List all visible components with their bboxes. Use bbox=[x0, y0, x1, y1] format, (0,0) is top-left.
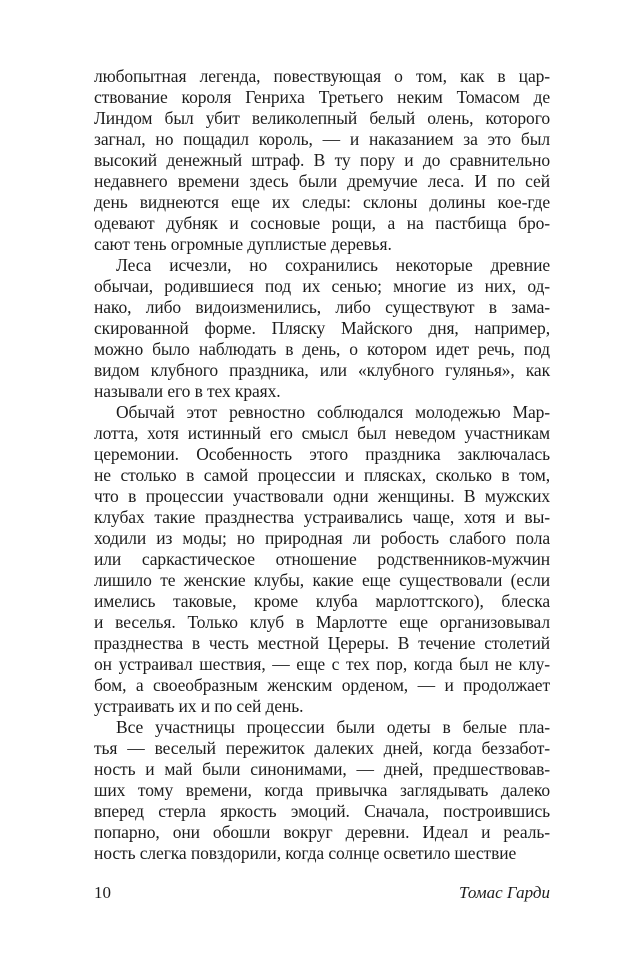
running-author: Томас Гарди bbox=[459, 883, 550, 902]
text-line: лишило те женские клубы, какие еще существовали (если bbox=[94, 570, 550, 590]
text-line: загнал, но пощадил король, — и наказанием за это был bbox=[94, 129, 550, 149]
text-line: празднества в честь местной Цереры. В течение столетий bbox=[94, 633, 550, 653]
text-line: Леса исчезли, но сохранились некоторые древние bbox=[116, 255, 550, 275]
text-line: Все участницы процессии были одеты в белые пла- bbox=[116, 717, 550, 737]
text-line: высокий денежный штраф. В ту пору и до сравнительно bbox=[94, 150, 550, 170]
paragraph bbox=[94, 402, 550, 717]
text-line: ность и май были синонимами, — дней, предшествовав- bbox=[94, 759, 550, 779]
text-line: день виднеются еще их следы: склоны долины кое-где bbox=[94, 192, 550, 212]
paragraph bbox=[94, 255, 550, 402]
text-line: сают тень огромные дуплистые деревья. bbox=[94, 234, 392, 254]
text-line: нако, либо видоизменились, либо существуют в зама- bbox=[94, 297, 550, 317]
text-line: что в процессии участвовали одни женщины. В мужских bbox=[94, 486, 550, 506]
text-line: скированной форме. Пляску Майского дня, например, bbox=[94, 318, 550, 338]
text-line: имелись таковые, кроме клуба марлоттского), блеска bbox=[94, 591, 550, 611]
text-line: ность слегка повздорили, когда солнце осветило шествие bbox=[94, 843, 517, 863]
text-line: ствование короля Генриха Третьего неким Томасом де bbox=[94, 87, 550, 107]
paragraph bbox=[94, 66, 550, 255]
text-line: и веселья. Только клуб в Марлотте еще организовывал bbox=[94, 612, 550, 632]
text-line: церемонии. Особенность этого праздника заключалась bbox=[94, 444, 550, 464]
paragraph bbox=[94, 717, 550, 864]
page-footer bbox=[94, 882, 550, 903]
text-line: Линдом был убит великолепный белый олень, которого bbox=[94, 108, 550, 128]
text-line: попарно, они обошли вокруг деревни. Идеал и реаль- bbox=[94, 822, 550, 842]
text-line: или саркастическое отношение родственников-мужчин bbox=[94, 549, 550, 569]
text-line: ших тому времени, когда привычка заглядывать далеко bbox=[94, 780, 550, 800]
text-line: можно было наблюдать в день, о котором идет речь, под bbox=[94, 339, 550, 359]
text-line: видом клубного праздника, или «клубного гулянья», как bbox=[94, 360, 550, 380]
text-line: называли его в тех краях. bbox=[94, 381, 281, 401]
text-line: одевают дубняк и сосновые рощи, а на пастбища бро- bbox=[94, 213, 550, 233]
text-line: лотта, хотя истинный его смысл был неведом участникам bbox=[94, 423, 550, 443]
text-line: обычаи, родившиеся под их сенью; многие из них, од- bbox=[94, 276, 550, 296]
text-line: ходили из моды; но природная ли робость слабого пола bbox=[94, 528, 550, 548]
text-line: клубах такие празднества устраивались чаще, хотя и вы- bbox=[94, 507, 550, 527]
body-text bbox=[94, 66, 550, 864]
text-line: недавнего времени здесь были дремучие леса. И по сей bbox=[94, 171, 550, 191]
text-line: любопытная легенда, повествующая о том, как в цар- bbox=[94, 66, 550, 86]
text-line: Обычай этот ревностно соблюдался молодежью Мар- bbox=[116, 402, 550, 422]
text-line: вперед стерла яркость эмоций. Сначала, построившись bbox=[94, 801, 550, 821]
page-number: 10 bbox=[94, 883, 111, 902]
text-line: не столько в самой процессии и плясках, сколько в том, bbox=[94, 465, 550, 485]
text-line: тья — веселый пережиток далеких дней, когда беззабот- bbox=[94, 738, 550, 758]
text-line: он устраивал шествия, — еще с тех пор, когда был не клу- bbox=[94, 654, 550, 674]
text-line: бом, а своеобразным женским орденом, — и продолжает bbox=[94, 675, 550, 695]
text-line: устраивать их и по сей день. bbox=[94, 696, 304, 716]
